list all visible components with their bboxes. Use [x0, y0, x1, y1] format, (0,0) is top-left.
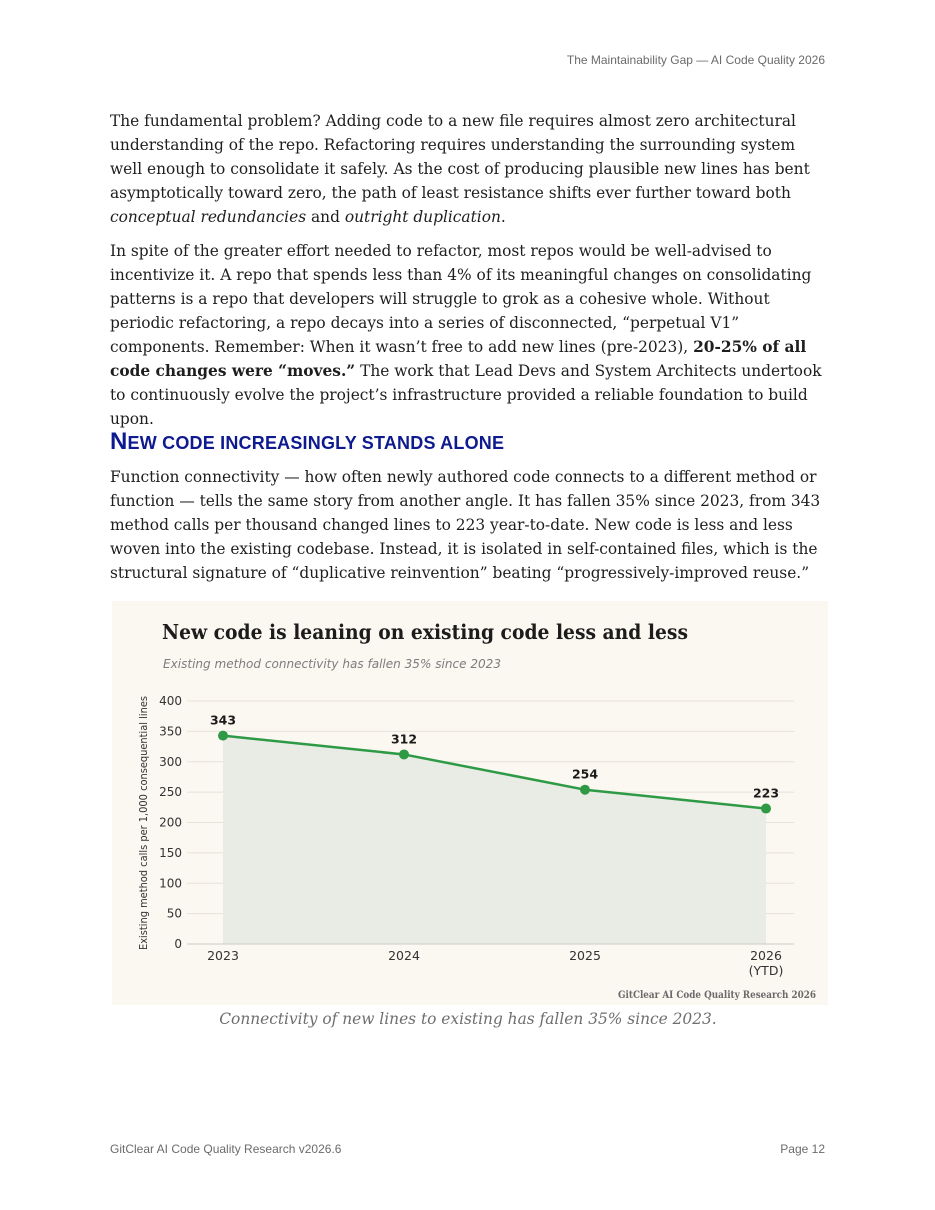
- paragraph-incentivize-refactor: [110, 239, 826, 431]
- y-tick-label-300: 300: [159, 754, 182, 769]
- y-ticks: [159, 694, 182, 951]
- x-ticks: [207, 948, 783, 978]
- running-header: The Maintainability Gap — AI Code Quality 2026: [566, 53, 825, 67]
- footer-page-number: Page 12: [780, 1142, 825, 1156]
- chart-title: New code is leaning on existing code less and less: [162, 620, 688, 644]
- area-fill: [223, 736, 766, 944]
- data-point-2024: [399, 749, 409, 759]
- p1-text-1: The fundamental problem? Adding code to a new file requires almost zero architectural understanding of the repo. Refactoring requires understanding the surrounding system well enough to consolidate it safely. As the cost of producing plausible new lines has bent asymptotically toward zero, the path of least resistance shifts ever further toward both: [110, 112, 810, 202]
- x-tick-label-2023: 2023: [207, 948, 239, 963]
- data-label-2023: 343: [209, 712, 237, 728]
- connectivity-line-chart: [112, 601, 828, 1005]
- y-tick-label-150: 150: [159, 845, 182, 860]
- p2-text-1: In spite of the greater effort needed to refactor, most repos would be well-advised to incentivize it. A repo that spends less than 4% of its meaningful changes on consolidating patterns is a repo that developers will struggle to grok as a cohesive whole. Without periodic refactoring, a repo decays into a series of disconnected, “perpetual V1” components. Remember: When it wasn’t free to add new lines (pre-2023),: [110, 242, 812, 356]
- p2-bold-statistic: 20-25% of all code changes were “moves.”: [110, 338, 807, 380]
- x-tick-label-2024: 2024: [388, 948, 420, 963]
- data-point-2023: [218, 731, 228, 741]
- data-label-2024: 312: [390, 731, 418, 747]
- x-tick-label-2026: 2026: [750, 948, 782, 963]
- y-axis-label: Existing method calls per 1,000 consequential lines: [138, 678, 150, 950]
- y-tick-label-0: 0: [174, 937, 182, 951]
- p1-emphasis-2: outright duplication: [344, 208, 501, 226]
- y-tick-label-100: 100: [159, 876, 182, 891]
- p1-text-2: and: [306, 208, 345, 226]
- section-heading-initial: N: [110, 428, 128, 455]
- data-point-2026: [761, 804, 771, 814]
- y-tick-label-350: 350: [159, 724, 182, 739]
- paragraph-refactoring-problem: [110, 109, 826, 229]
- p1-emphasis-1: conceptual redundancies: [110, 208, 307, 226]
- y-tick-label-400: 400: [159, 694, 182, 708]
- data-label-2026: 223: [752, 785, 780, 801]
- data-point-2025: [580, 785, 590, 795]
- chart-source: GitClear AI Code Quality Research 2026: [618, 990, 817, 1001]
- data-label-2025: 254: [571, 766, 599, 782]
- y-tick-label-200: 200: [159, 815, 182, 830]
- chart-subtitle: Existing method connectivity has fallen 35% since 2023: [163, 656, 502, 671]
- area-fill-shape: [223, 736, 766, 944]
- p2-text-2: The work that Lead Devs and System Architects undertook to continuously evolve the project’s infrastructure provided a reliable foundation to build upon.: [110, 362, 822, 428]
- chart-panel: [112, 601, 828, 1005]
- p1-text-3: .: [500, 208, 506, 226]
- x-tick-label-2025: 2025: [569, 948, 601, 963]
- section-heading: [110, 428, 504, 456]
- section-heading-rest: EW CODE INCREASINGLY STANDS ALONE: [127, 433, 505, 453]
- footer-publication: GitClear AI Code Quality Research v2026.6: [110, 1142, 342, 1156]
- x-tick-sublabel-2026: (YTD): [748, 963, 784, 978]
- paragraph-function-connectivity: Function connectivity — how often newly authored code connects to a different method or function — tells the same story from another angle. It has fallen 35% since 2023, from 343 method calls per thousand changed lines to 223 year-to-date. New code is less and less woven into the existing codebase. Instead, it is isolated in self-contained files, which is the structural signature of “duplicative reinvention” beating “progressively-improved reuse.”: [110, 468, 821, 582]
- y-tick-label-50: 50: [166, 906, 182, 921]
- y-tick-label-250: 250: [159, 785, 182, 800]
- figure-caption: Connectivity of new lines to existing has fallen 35% since 2023.: [219, 1010, 717, 1028]
